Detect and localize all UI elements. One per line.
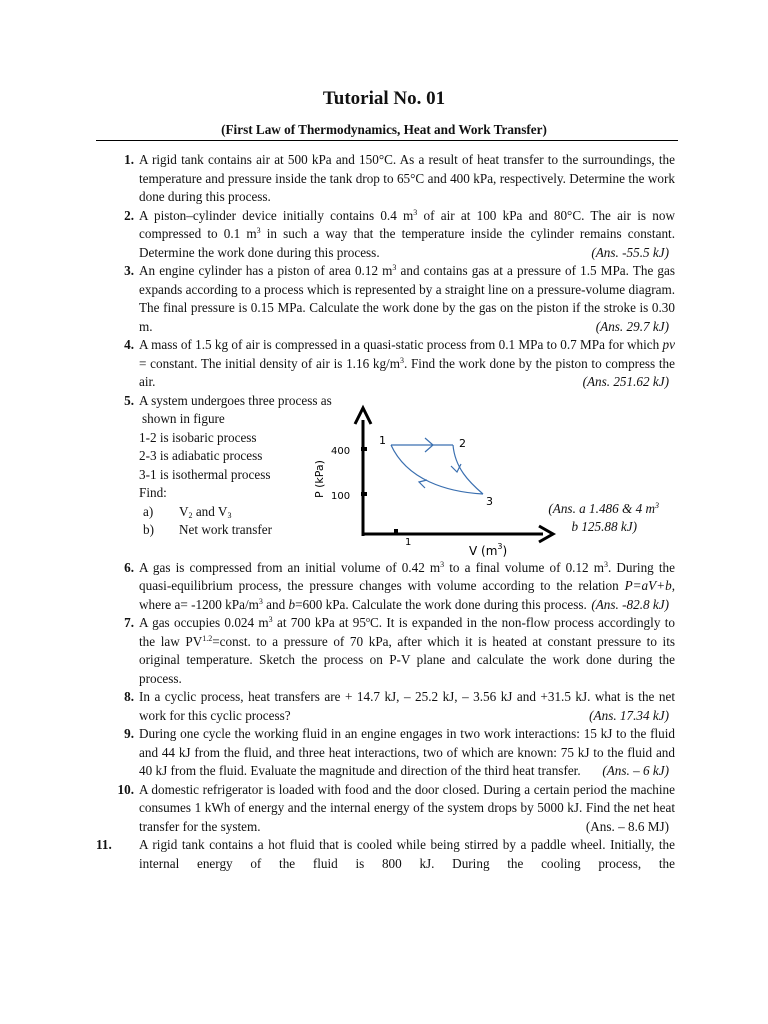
question-text: to a final volume of 0.12 m bbox=[444, 559, 605, 575]
question-3 bbox=[124, 262, 676, 336]
answer bbox=[521, 500, 659, 537]
question-number: 1. bbox=[124, 152, 134, 167]
answer: (Ans. – 8.6 MJ) bbox=[585, 818, 669, 834]
question-6 bbox=[124, 559, 675, 615]
question-text: shown in figure bbox=[142, 411, 225, 426]
question-text: A rigid tank contains a hot fluid that is cooled while being stirred by a paddle wheel. Initially, the internal energy of the fluid is 800 kJ. During the cooling process, the bbox=[139, 837, 675, 871]
tick-label-100: 100 bbox=[331, 490, 351, 502]
header-divider bbox=[96, 140, 678, 141]
question-7 bbox=[124, 614, 675, 688]
question-number: 10. bbox=[117, 781, 134, 797]
question-2 bbox=[124, 207, 675, 263]
point-label-2: 2 bbox=[459, 436, 466, 450]
question-text: An engine cylinder has a piston of area 0.12 m bbox=[139, 263, 393, 278]
question-text: A gas occupies 0.024 m bbox=[139, 615, 269, 630]
y-axis-label: P (kPa) bbox=[313, 459, 326, 498]
tick-mark bbox=[361, 447, 367, 451]
question-text: 3-1 is isothermal process bbox=[139, 466, 271, 482]
question-text: =const. to a pressure of 70 kPa, after which it is heated at constant pressure to its original temperature. Sketch the process on P-V plane and calculate the work done during the process. bbox=[139, 633, 675, 686]
question-10 bbox=[117, 781, 675, 837]
question-text: and contains gas at a pressure of 1.5 MPa. The gas expands according to a process which is represented by a straight line on a pressure-volume diagram. The final pressure is 0.15 MPa. Calculate the work done by the gas on the piston if the stroke is 0.30 m. bbox=[139, 263, 676, 334]
tick-label-400: 400 bbox=[331, 445, 351, 457]
process-3-1 bbox=[391, 445, 483, 494]
arrow-3-1-icon bbox=[419, 480, 427, 488]
question-number: 11. bbox=[96, 837, 112, 852]
sub-text: Net work transfer bbox=[179, 522, 273, 537]
question-text: . During the quasi-equilibrium process, the pressure changes with volume according to the relation bbox=[139, 559, 675, 593]
process-2-3 bbox=[453, 445, 483, 494]
question-text: = constant. The initial density of air is 1.16 kg/m bbox=[139, 355, 400, 371]
question-list bbox=[0, 151, 768, 873]
subscript: 3 bbox=[227, 510, 232, 520]
answer: (Ans. 251.62 kJ) bbox=[582, 374, 669, 389]
point-label-3: 3 bbox=[486, 494, 493, 508]
question-text: =600 kPa. Calculate the work done during this process. bbox=[295, 596, 587, 612]
superscript: 3 bbox=[399, 355, 404, 365]
question-text: in such a way that the temperature inside the cylinder remains constant. Determine the work done during this process. bbox=[139, 226, 675, 260]
question-number: 5. bbox=[124, 392, 134, 408]
point-label-1: 1 bbox=[379, 433, 386, 447]
question-text: A rigid tank contains air at 500 kPa and 150°C. As a result of heat transfer to the surroundings, the temperature and pressure inside the tank drop to 65°C and 400 kPa, respectively. Determine the work done during this process. bbox=[139, 152, 675, 204]
question-8 bbox=[124, 688, 675, 725]
question-number: 4. bbox=[124, 337, 134, 352]
superscript: 3 bbox=[604, 559, 609, 569]
question-text: In a cyclic process, heat transfers are + 14.7 kJ, – 25.2 kJ, – 3.56 kJ and +31.5 kJ. what is the net work for this cyclic process? bbox=[139, 689, 675, 723]
question-number: 8. bbox=[124, 689, 134, 704]
sub-text: V bbox=[179, 503, 189, 519]
question-text: , where a= -1200 kPa/m bbox=[139, 578, 675, 612]
question-text: C. It is expanded in the non-flow process accordingly to the law PV bbox=[139, 615, 675, 649]
superscript: 1.2 bbox=[202, 633, 213, 643]
question-text-italic: pv bbox=[662, 337, 675, 352]
question-text-italic: P=aV+b bbox=[624, 578, 672, 593]
sub-label: a) bbox=[143, 503, 154, 519]
superscript: 3 bbox=[256, 226, 261, 235]
question-text: 2-3 is adiabatic process bbox=[139, 448, 263, 463]
question-text: A piston–cylinder device initially contains 0.4 m bbox=[139, 207, 414, 223]
answer-line: (Ans. a 1.486 & 4 m bbox=[548, 500, 655, 516]
superscript: 3 bbox=[392, 263, 397, 272]
question-text: During one cycle the working fluid in an engine engages in two work interactions: 15 kJ to the fluid and 44 kJ from the fluid, and three heat interactions, two of which are known: 75 kJ to the fluid and 40 kJ from the fluid. Evaluate the magnitude and direction of the third heat transfer. bbox=[139, 726, 675, 778]
tick-mark bbox=[394, 529, 398, 535]
question-number: 9. bbox=[124, 726, 134, 741]
question-number: 3. bbox=[124, 263, 134, 278]
answer: (Ans. -82.8 kJ) bbox=[591, 596, 669, 612]
question-number: 6. bbox=[124, 559, 134, 575]
question-text: Find: bbox=[139, 485, 167, 500]
superscript: 3 bbox=[268, 615, 273, 624]
sub-text: and V bbox=[192, 503, 228, 519]
answer: (Ans. -55.5 kJ) bbox=[591, 244, 669, 260]
answer-line: b 125.88 kJ) bbox=[571, 519, 637, 534]
superscript: 3 bbox=[655, 500, 659, 510]
question-11 bbox=[96, 836, 675, 873]
question-text: and bbox=[262, 596, 289, 612]
question-text: A domestic refrigerator is loaded with food and the door closed. During a certain period the machine consumes 1 kWh of energy and the internal energy of the system drops by 5000 kJ. Find the net heat transfer for the system. bbox=[139, 781, 675, 834]
question-text: . Find the work done by the piston to compress the air. bbox=[139, 355, 675, 389]
answer: (Ans. 17.34 kJ) bbox=[589, 707, 669, 723]
x-axis-label: V $(m^3)$ bbox=[469, 541, 508, 558]
arrow-2-3-icon bbox=[451, 464, 461, 472]
subscript: 2 bbox=[188, 510, 193, 520]
superscript: 3 bbox=[440, 559, 445, 569]
page-subtitle: (First Law of Thermodynamics, Heat and Work Transfer) bbox=[221, 122, 547, 137]
question-9 bbox=[124, 725, 675, 781]
tick-label-1: 1 bbox=[405, 536, 412, 548]
page-title: Tutorial No. 01 bbox=[322, 88, 446, 109]
superscript: 3 bbox=[258, 596, 263, 606]
superscript: 3 bbox=[413, 207, 418, 217]
question-text: 1-2 is isobaric process bbox=[139, 429, 257, 445]
answer: (Ans. 29.7 kJ) bbox=[595, 318, 669, 334]
question-1 bbox=[124, 151, 675, 207]
question-text: A gas is compressed from an initial volume of 0.42 m bbox=[139, 559, 441, 575]
question-text: at 700 kPa at 95 bbox=[272, 615, 366, 630]
tick-mark bbox=[361, 492, 367, 496]
sub-label: b) bbox=[143, 522, 154, 537]
question-text: A system undergoes three process as bbox=[139, 392, 332, 408]
question-5 bbox=[124, 392, 675, 559]
question-number: 2. bbox=[124, 207, 134, 223]
question-number: 7. bbox=[124, 615, 134, 630]
question-text: of air at 100 kPa and 80°C. The air is now compressed to 0.1 m bbox=[139, 207, 675, 241]
superscript: o bbox=[365, 615, 370, 624]
question-4 bbox=[124, 336, 675, 392]
answer: (Ans. – 6 kJ) bbox=[602, 763, 669, 778]
question-text: A mass of 1.5 kg of air is compressed in a quasi-static process from 0.1 MPa to 0.7 MPa for which bbox=[139, 337, 663, 352]
question-text-italic: b bbox=[288, 596, 296, 612]
